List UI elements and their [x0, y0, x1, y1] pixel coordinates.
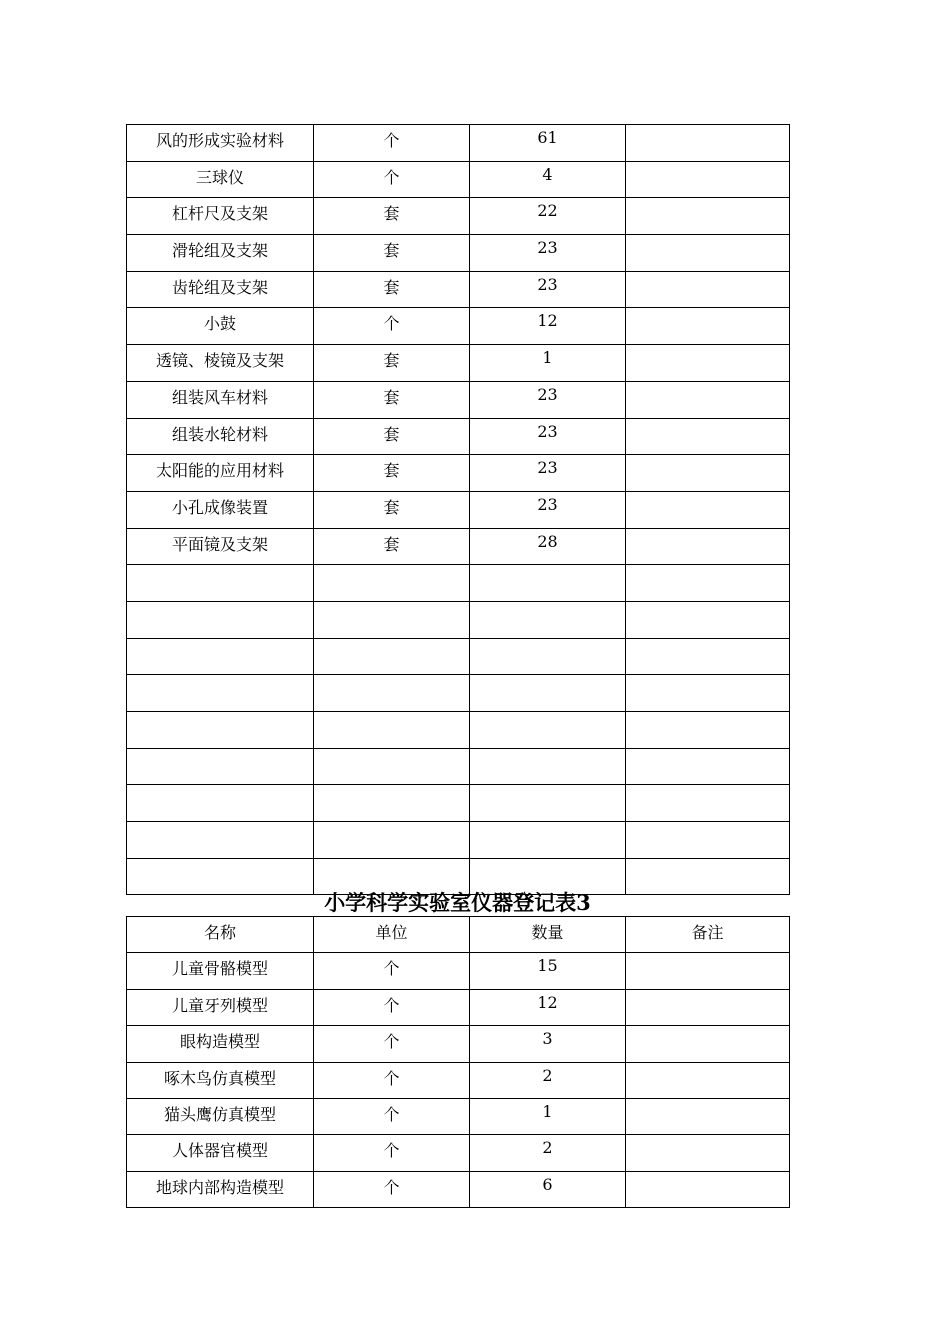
cell-unit: 套 — [314, 271, 470, 308]
cell-quantity: 23 — [470, 455, 626, 492]
cell-quantity: 28 — [470, 528, 626, 565]
cell-remarks — [626, 1026, 790, 1062]
cell-name: 儿童牙列模型 — [127, 989, 314, 1025]
cell-quantity: 61 — [470, 125, 626, 162]
cell-remarks — [626, 161, 790, 198]
cell-quantity — [470, 785, 626, 822]
cell-remarks — [626, 528, 790, 565]
cell-remarks — [626, 822, 790, 859]
cell-remarks — [626, 381, 790, 418]
table-row — [127, 712, 790, 749]
cell-unit: 个 — [314, 989, 470, 1025]
cell-name — [127, 601, 314, 638]
cell-remarks — [626, 345, 790, 382]
cell-remarks — [626, 989, 790, 1025]
cell-remarks — [626, 953, 790, 989]
table-row — [127, 125, 790, 162]
cell-quantity: 6 — [470, 1171, 626, 1207]
cell-unit: 个 — [314, 1171, 470, 1207]
cell-unit: 个 — [314, 161, 470, 198]
cell-quantity: 4 — [470, 161, 626, 198]
cell-quantity — [470, 565, 626, 602]
cell-unit — [314, 712, 470, 749]
cell-remarks — [626, 271, 790, 308]
cell-quantity: 2 — [470, 1135, 626, 1171]
cell-remarks — [626, 491, 790, 528]
table-row — [127, 198, 790, 235]
cell-name: 组装水轮材料 — [127, 418, 314, 455]
cell-name: 小孔成像装置 — [127, 491, 314, 528]
cell-quantity — [470, 675, 626, 712]
cell-remarks — [626, 418, 790, 455]
instrument-table-3 — [126, 916, 790, 1208]
cell-quantity: 1 — [470, 1098, 626, 1134]
cell-name — [127, 565, 314, 602]
cell-quantity: 12 — [470, 308, 626, 345]
cell-unit: 个 — [314, 308, 470, 345]
cell-quantity: 23 — [470, 491, 626, 528]
table-header-row — [127, 917, 790, 953]
table-row — [127, 161, 790, 198]
table-row — [127, 1098, 790, 1134]
table-row — [127, 785, 790, 822]
instrument-table-continued — [126, 124, 790, 895]
cell-name: 啄木鸟仿真模型 — [127, 1062, 314, 1098]
cell-quantity: 22 — [470, 198, 626, 235]
cell-unit: 套 — [314, 491, 470, 528]
cell-quantity: 3 — [470, 1026, 626, 1062]
table-row — [127, 528, 790, 565]
cell-remarks — [626, 198, 790, 235]
cell-quantity — [470, 712, 626, 749]
cell-name — [127, 822, 314, 859]
header-quantity: 数量 — [470, 917, 626, 953]
cell-name: 太阳能的应用材料 — [127, 455, 314, 492]
cell-name — [127, 785, 314, 822]
cell-remarks — [626, 1171, 790, 1207]
header-unit: 单位 — [314, 917, 470, 953]
cell-remarks — [626, 565, 790, 602]
table-row — [127, 455, 790, 492]
cell-quantity: 23 — [470, 381, 626, 418]
cell-quantity — [470, 638, 626, 675]
cell-remarks — [626, 455, 790, 492]
cell-unit: 个 — [314, 125, 470, 162]
cell-remarks — [626, 235, 790, 272]
cell-unit: 个 — [314, 1026, 470, 1062]
cell-unit: 个 — [314, 1098, 470, 1134]
table-row — [127, 308, 790, 345]
cell-remarks — [626, 712, 790, 749]
cell-unit — [314, 601, 470, 638]
table-row — [127, 235, 790, 272]
cell-name: 小鼓 — [127, 308, 314, 345]
cell-remarks — [626, 638, 790, 675]
cell-name — [127, 638, 314, 675]
cell-unit: 套 — [314, 381, 470, 418]
table-row — [127, 638, 790, 675]
cell-name: 猫头鹰仿真模型 — [127, 1098, 314, 1134]
cell-unit: 套 — [314, 528, 470, 565]
table-row — [127, 748, 790, 785]
cell-name: 风的形成实验材料 — [127, 125, 314, 162]
table-row — [127, 989, 790, 1025]
table-row — [127, 418, 790, 455]
cell-quantity — [470, 601, 626, 638]
cell-unit: 套 — [314, 235, 470, 272]
table-row — [127, 491, 790, 528]
table-row — [127, 822, 790, 859]
cell-remarks — [626, 601, 790, 638]
cell-quantity: 12 — [470, 989, 626, 1025]
table-row — [127, 565, 790, 602]
cell-name: 齿轮组及支架 — [127, 271, 314, 308]
cell-quantity — [470, 822, 626, 859]
cell-unit — [314, 565, 470, 602]
cell-unit: 套 — [314, 198, 470, 235]
cell-remarks — [626, 125, 790, 162]
cell-unit: 套 — [314, 455, 470, 492]
cell-name — [127, 675, 314, 712]
header-remarks: 备注 — [626, 917, 790, 953]
cell-unit — [314, 822, 470, 859]
header-name: 名称 — [127, 917, 314, 953]
cell-remarks — [626, 1062, 790, 1098]
table-row — [127, 381, 790, 418]
cell-unit: 套 — [314, 345, 470, 382]
cell-unit: 个 — [314, 953, 470, 989]
cell-quantity: 2 — [470, 1062, 626, 1098]
cell-name — [127, 748, 314, 785]
cell-name: 儿童骨骼模型 — [127, 953, 314, 989]
cell-remarks — [626, 1135, 790, 1171]
cell-remarks — [626, 748, 790, 785]
cell-unit: 套 — [314, 418, 470, 455]
table-row — [127, 345, 790, 382]
cell-unit — [314, 675, 470, 712]
table-row — [127, 675, 790, 712]
cell-unit — [314, 748, 470, 785]
cell-unit — [314, 785, 470, 822]
cell-name: 三球仪 — [127, 161, 314, 198]
cell-name — [127, 712, 314, 749]
cell-quantity: 23 — [470, 235, 626, 272]
cell-remarks — [626, 1098, 790, 1134]
cell-quantity: 1 — [470, 345, 626, 382]
cell-quantity: 23 — [470, 271, 626, 308]
cell-remarks — [626, 785, 790, 822]
cell-name: 眼构造模型 — [127, 1026, 314, 1062]
cell-unit: 个 — [314, 1062, 470, 1098]
table-row — [127, 271, 790, 308]
cell-name: 平面镜及支架 — [127, 528, 314, 565]
cell-remarks — [626, 675, 790, 712]
table-row — [127, 1135, 790, 1171]
cell-unit — [314, 638, 470, 675]
table-row — [127, 953, 790, 989]
cell-name: 透镜、棱镜及支架 — [127, 345, 314, 382]
table-title: 小学科学实验室仪器登记表3 — [324, 890, 591, 915]
cell-name: 人体器官模型 — [127, 1135, 314, 1171]
cell-quantity: 23 — [470, 418, 626, 455]
cell-name: 组装风车材料 — [127, 381, 314, 418]
cell-quantity — [470, 748, 626, 785]
cell-name: 地球内部构造模型 — [127, 1171, 314, 1207]
cell-name: 杠杆尺及支架 — [127, 198, 314, 235]
table-row — [127, 601, 790, 638]
cell-name: 滑轮组及支架 — [127, 235, 314, 272]
cell-remarks — [626, 308, 790, 345]
cell-unit: 个 — [314, 1135, 470, 1171]
cell-quantity: 15 — [470, 953, 626, 989]
table-row — [127, 1062, 790, 1098]
table-row — [127, 1026, 790, 1062]
table-row — [127, 1171, 790, 1207]
